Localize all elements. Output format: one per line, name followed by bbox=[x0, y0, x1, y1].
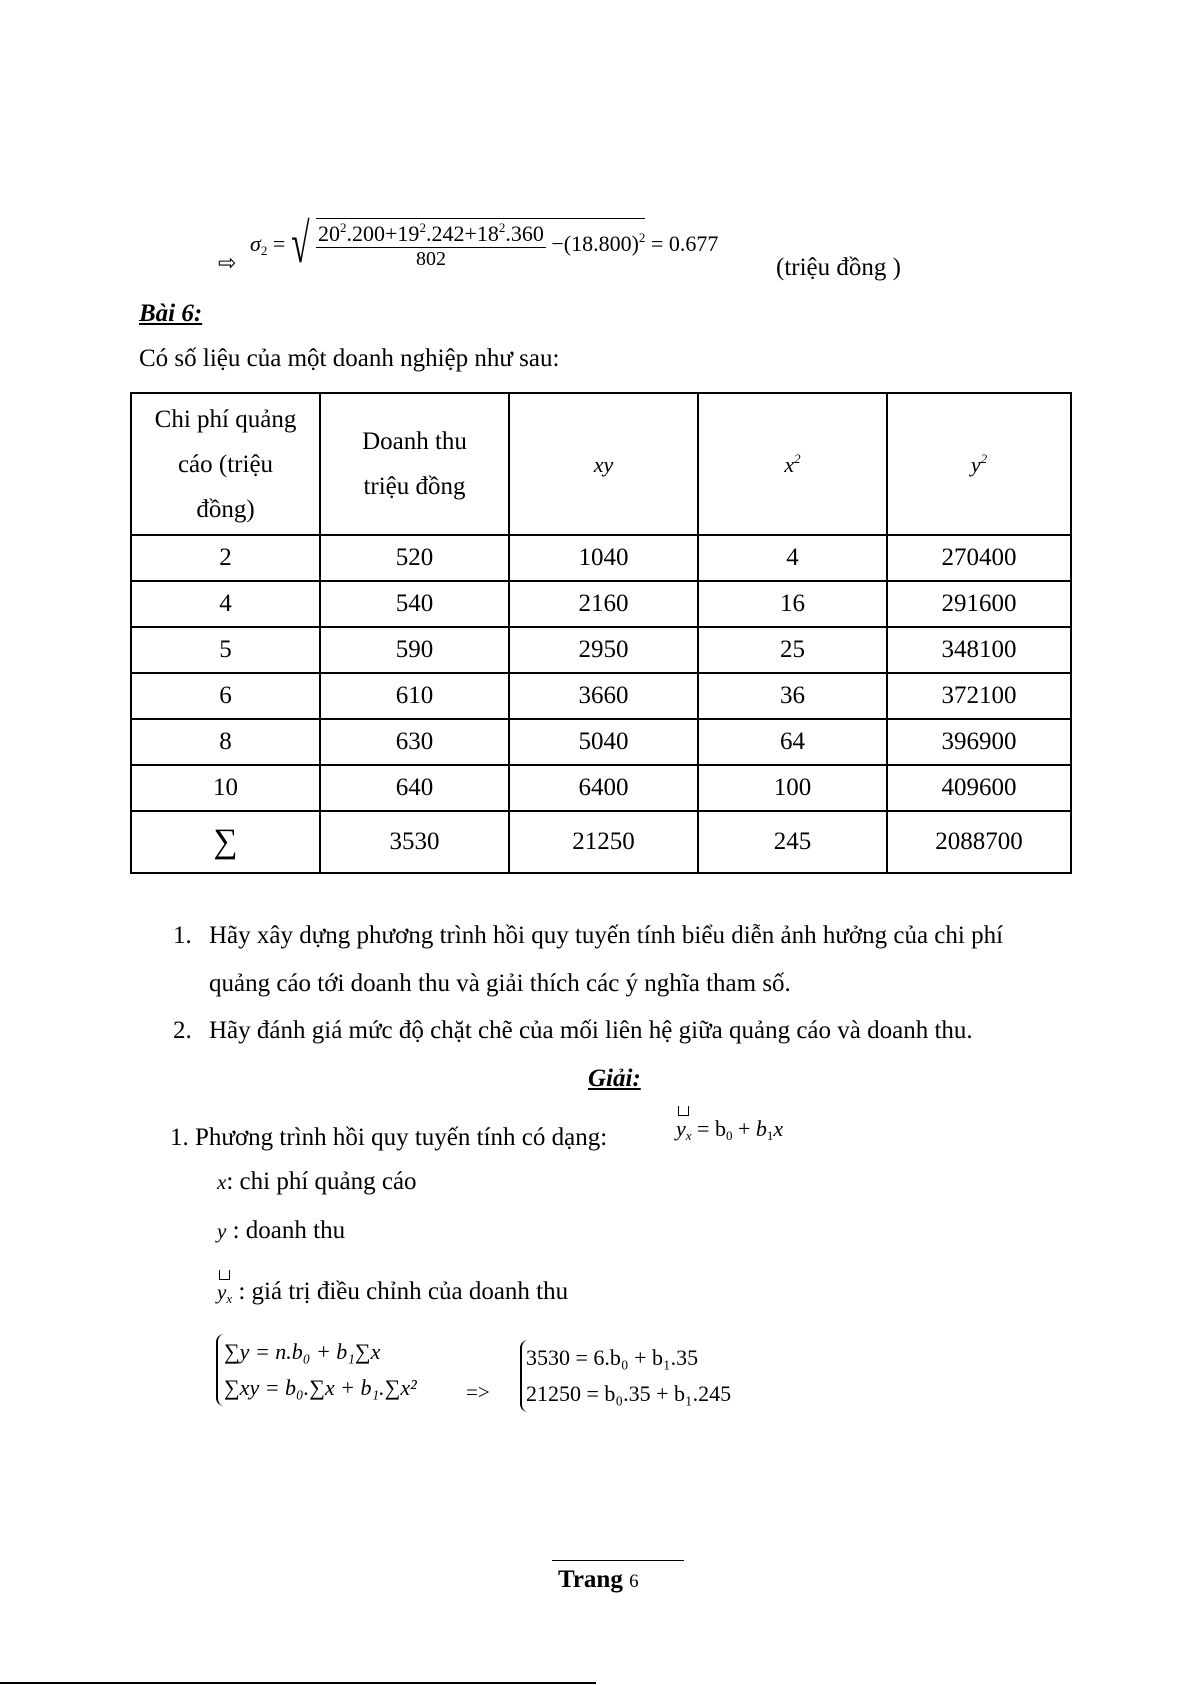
sum-cell: 21250 bbox=[509, 811, 698, 873]
table-cell: 540 bbox=[320, 581, 509, 627]
y-hat: y bbox=[676, 1116, 686, 1141]
exercise-heading: Bài 6: bbox=[139, 300, 203, 327]
def-x-text: : chi phí quảng cáo bbox=[226, 1168, 417, 1195]
sum-cell: 3530 bbox=[320, 811, 509, 873]
table-cell: 610 bbox=[320, 673, 509, 719]
bottom-rule bbox=[0, 1682, 596, 1684]
table-sum-row bbox=[131, 811, 1071, 873]
table-row bbox=[131, 581, 1071, 627]
regression-equation: $y_x = b_0 + b_1x$ bbox=[676, 1116, 784, 1143]
table-cell: 100 bbox=[698, 765, 887, 811]
table-cell: 520 bbox=[320, 535, 509, 581]
h8: 2 bbox=[794, 450, 801, 466]
eq-text: = b bbox=[697, 1116, 726, 1141]
table-cell: 2 bbox=[131, 535, 320, 581]
solution-step-1: 1. Phương trình hồi quy tuyến tính có dạng: bbox=[170, 1124, 608, 1151]
h5: triệu đồng bbox=[363, 473, 466, 500]
def-yhat: $y_x$ : giá trị điều chỉnh của doanh thu bbox=[217, 1278, 569, 1306]
sigma: σ bbox=[250, 231, 261, 256]
table-cell: 396900 bbox=[887, 719, 1071, 765]
table-cell: 640 bbox=[320, 765, 509, 811]
page-value: 6 bbox=[629, 1571, 639, 1592]
table-cell: 5040 bbox=[509, 719, 698, 765]
sym-y: y bbox=[217, 1219, 227, 1243]
table-cell: 3660 bbox=[509, 673, 698, 719]
table-cell: 6 bbox=[131, 673, 320, 719]
n3: .200+19 bbox=[346, 220, 420, 246]
def-y-text: : doanh thu bbox=[226, 1217, 346, 1244]
table-row bbox=[131, 535, 1071, 581]
implies-arrow: ⇨ bbox=[218, 250, 237, 275]
minus-term: −(18.800) bbox=[551, 230, 639, 256]
n7: .360 bbox=[505, 220, 544, 246]
table-cell: 64 bbox=[698, 719, 887, 765]
def-x bbox=[217, 1168, 417, 1196]
minus-sup: 2 bbox=[638, 229, 646, 245]
table-cell: 270400 bbox=[887, 535, 1071, 581]
table-cell: 5 bbox=[131, 627, 320, 673]
unit-label: (triệu đồng ) bbox=[776, 254, 901, 281]
table-cell: 372100 bbox=[887, 673, 1071, 719]
intro-text: Có số liệu của một doanh nghiệp như sau: bbox=[139, 345, 560, 372]
table-cell: 348100 bbox=[887, 627, 1071, 673]
h3: đồng) bbox=[196, 495, 255, 523]
sym-yhat: y bbox=[217, 1280, 227, 1304]
table-row bbox=[131, 719, 1071, 765]
header-xy: xy bbox=[509, 393, 698, 535]
n6: 2 bbox=[498, 219, 506, 235]
n5: .242+18 bbox=[425, 220, 499, 246]
h10: 2 bbox=[980, 450, 988, 466]
h2: cáo (triệu bbox=[177, 450, 274, 478]
header-y2 bbox=[887, 393, 1071, 535]
table-row bbox=[131, 765, 1071, 811]
page-number bbox=[558, 1566, 639, 1594]
page-label: Trang bbox=[558, 1566, 623, 1593]
n1: 20 bbox=[318, 220, 341, 246]
subst-eq-2: 21250 = b₀.35 + b₁.245 bbox=[526, 1381, 732, 1406]
header-ad-cost bbox=[131, 393, 320, 535]
sym-x: x bbox=[217, 1170, 227, 1194]
def-yhat-text: : giá trị điều chỉnh của doanh thu bbox=[232, 1278, 569, 1305]
sum-symbol: ∑ bbox=[131, 811, 320, 873]
table-cell: 2950 bbox=[509, 627, 698, 673]
question-1-line1: Hãy xây dựng phương trình hồi quy tuyến tính biểu diễn ảnh hưởng của chi phí bbox=[209, 922, 1004, 949]
n2: 2 bbox=[340, 219, 347, 235]
table-row bbox=[131, 673, 1071, 719]
table-row bbox=[131, 627, 1071, 673]
system-eq-2: ∑xy = b₀.∑x + b₁.∑x² bbox=[224, 1375, 417, 1400]
table-cell: 1040 bbox=[509, 535, 698, 581]
footer-rule bbox=[552, 1560, 684, 1561]
table-cell: 4 bbox=[698, 535, 887, 581]
question-2-number: 2. bbox=[173, 1017, 192, 1044]
subst-eq-1: 3530 = 6.b₀ + b₁.35 bbox=[526, 1345, 699, 1370]
table-cell: 590 bbox=[320, 627, 509, 673]
data-table bbox=[130, 392, 1072, 874]
table-cell: 291600 bbox=[887, 581, 1071, 627]
denominator: 802 bbox=[415, 247, 446, 270]
system-eq-1: ∑y = n.b₀ + b₁∑x bbox=[224, 1339, 381, 1364]
sum-cell: 245 bbox=[698, 811, 887, 873]
sigma-sub: 2 bbox=[260, 243, 268, 258]
normal-equations-system bbox=[216, 1334, 417, 1406]
h7: x bbox=[784, 451, 795, 477]
question-2-line1: Hãy đánh giá mức độ chặt chẽ của mối liên hệ giữa quảng cáo và doanh thu. bbox=[209, 1017, 973, 1044]
question-1-line2: quảng cáo tới doanh thu và giải thích các ý nghĩa tham số. bbox=[209, 970, 791, 997]
header-revenue bbox=[320, 393, 509, 535]
table-cell: 8 bbox=[131, 719, 320, 765]
table-cell: 4 bbox=[131, 581, 320, 627]
h1: Chi phí quảng bbox=[154, 405, 297, 433]
def-y bbox=[217, 1217, 345, 1245]
n4: 2 bbox=[419, 219, 426, 235]
sigma-formula: $\sigma_2$ = √ $\frac{20^2.200+19^2.242+18^2.360}{802}$ $-(18.800)^2 = 0.677$ bbox=[250, 213, 719, 275]
formula-result: = 0.677 bbox=[650, 231, 719, 256]
implies-sign: => bbox=[466, 1380, 490, 1404]
h4: Doanh thu bbox=[362, 428, 467, 455]
table-cell: 25 bbox=[698, 627, 887, 673]
header-x2 bbox=[698, 393, 887, 535]
table-cell: 10 bbox=[131, 765, 320, 811]
table-cell: 409600 bbox=[887, 765, 1071, 811]
question-1-number: 1. bbox=[173, 922, 192, 949]
h9: y bbox=[970, 451, 981, 477]
table-cell: 2160 bbox=[509, 581, 698, 627]
sum-cell: 2088700 bbox=[887, 811, 1071, 873]
table-cell: 6400 bbox=[509, 765, 698, 811]
solution-title: Giải: bbox=[588, 1065, 641, 1092]
table-cell: 16 bbox=[698, 581, 887, 627]
table-cell: 36 bbox=[698, 673, 887, 719]
table-cell: 630 bbox=[320, 719, 509, 765]
substituted-system bbox=[520, 1340, 731, 1412]
table-header-row bbox=[131, 393, 1071, 535]
